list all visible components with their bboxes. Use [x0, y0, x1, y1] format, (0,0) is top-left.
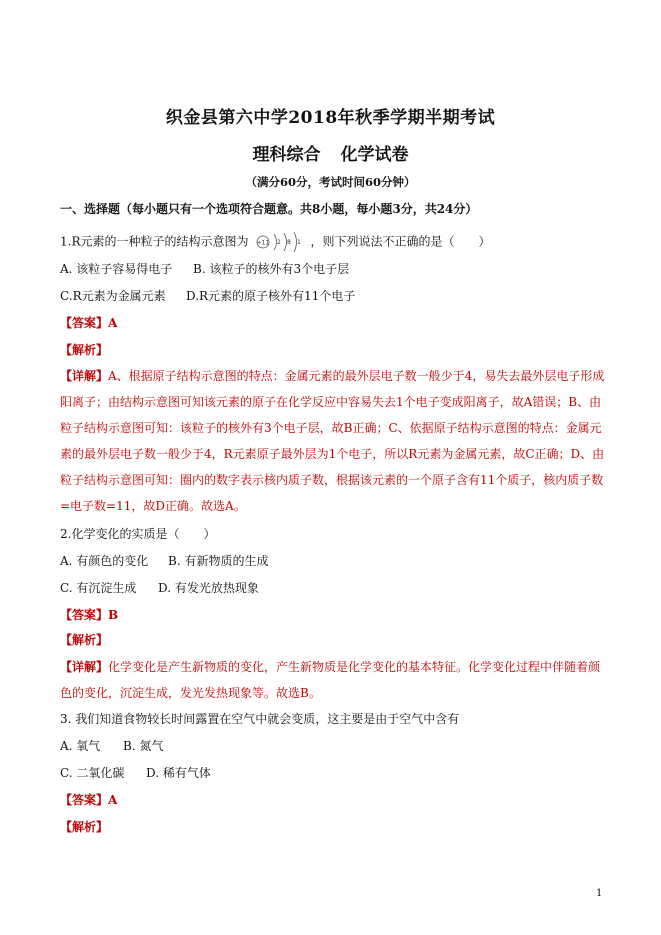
q3-option-c: C. 二氧化碳	[60, 766, 125, 780]
q1-detail	[60, 363, 605, 519]
paper-label: 化学试卷	[340, 145, 409, 165]
q2-stem: 2.化学变化的实质是（ ）	[60, 527, 216, 541]
q1-stem	[60, 230, 491, 254]
q1-stem-after: ，则下列说法不正确的是（ ）	[310, 234, 491, 249]
q2-answer: 【答案】B	[60, 608, 119, 622]
q2-detail-text: 化学变化是产生新物质的变化，产生新物质是化学变化的基本特征。化学变化过程中伴随着颜色的变化，沉淀生成，发光发热现象等。故选B。	[60, 660, 601, 700]
q1-option-a: A. 该粒子容易得电子	[60, 262, 173, 276]
q2-option-c: C. 有沉淀生成	[60, 581, 137, 595]
q3-option-a: A. 氧气	[60, 739, 101, 753]
subject-label: 理科综合	[252, 145, 321, 165]
q2-detail-tag: 【详解】	[60, 660, 109, 674]
q1-options-row1	[60, 262, 350, 276]
exam-subtitle	[0, 140, 661, 165]
q1-analysis-label: 【解析】	[60, 343, 109, 357]
svg-text:8: 8	[286, 239, 291, 246]
q3-option-b: B. 氮气	[123, 739, 164, 753]
q3-stem: 3. 我们知道食物较长时间露置在空气中就会变质，这主要是由于空气中含有	[60, 712, 460, 726]
exam-title: 织金县第六中学2018年秋季学期半期考试	[165, 108, 496, 128]
q2-option-b: B. 有新物质的生成	[168, 554, 269, 568]
q3-answer: 【答案】A	[60, 793, 118, 807]
q3-options-row1	[60, 739, 164, 753]
q1-options-row2	[60, 289, 356, 303]
q1-option-c: C.R元素为金属元素	[60, 289, 166, 303]
atom-structure-diagram-icon	[255, 230, 305, 254]
q3-options-row2	[60, 766, 211, 780]
page-number: 1	[596, 888, 603, 899]
section-heading: 一、选择题（每小题只有一个选项符合题意。共8小题，每小题3分，共24分）	[60, 202, 478, 216]
q3-option-d: D. 稀有气体	[146, 766, 211, 780]
q1-detail-tag: 【详解】	[60, 369, 109, 383]
q1-option-d: D.R元素的原子核外有11个电子	[186, 289, 356, 303]
svg-text:2: 2	[276, 239, 281, 246]
q3-analysis-label: 【解析】	[60, 820, 109, 834]
q2-options-row1	[60, 554, 269, 568]
q1-detail-text: A、根据原子结构示意图的特点：金属元素的最外层电子数一般少于4，易失去最外层电子形成阳离子；由结构示意图可知该元素的原子在化学反应中容易失去1个电子变成阳离子，故A错误；B、由粒子结构示意图可知：该粒子的核外有3个电子层，故B正确；C、依据原子结构示意图的特点：金属元素的最外层电子数一般少于4，R元素原子最外层为1个电子，所以R元素为金属元素，故C正确；D、由粒子结构示意图可知：圈内的数字表示核内质子数，根据该元素的一个原子含有11个质子，核内质子数=电子数=11，故D正确。故选A。	[60, 369, 605, 513]
q2-option-a: A. 有颜色的变化	[60, 554, 149, 568]
q1-option-b: B. 该粒子的核外有3个电子层	[193, 262, 350, 276]
svg-text:1: 1	[296, 239, 301, 246]
q1-stem-before: 1.R元素的一种粒子的结构示意图为	[60, 234, 249, 249]
q2-analysis-label: 【解析】	[60, 633, 109, 647]
q2-option-d: D. 有发光放热现象	[158, 581, 259, 595]
q1-answer: 【答案】A	[60, 316, 118, 330]
q2-options-row2	[60, 581, 259, 595]
q2-detail	[60, 654, 605, 706]
exam-note: （满分60分，考试时间60分钟）	[245, 175, 416, 189]
svg-text:+11: +11	[256, 239, 269, 247]
